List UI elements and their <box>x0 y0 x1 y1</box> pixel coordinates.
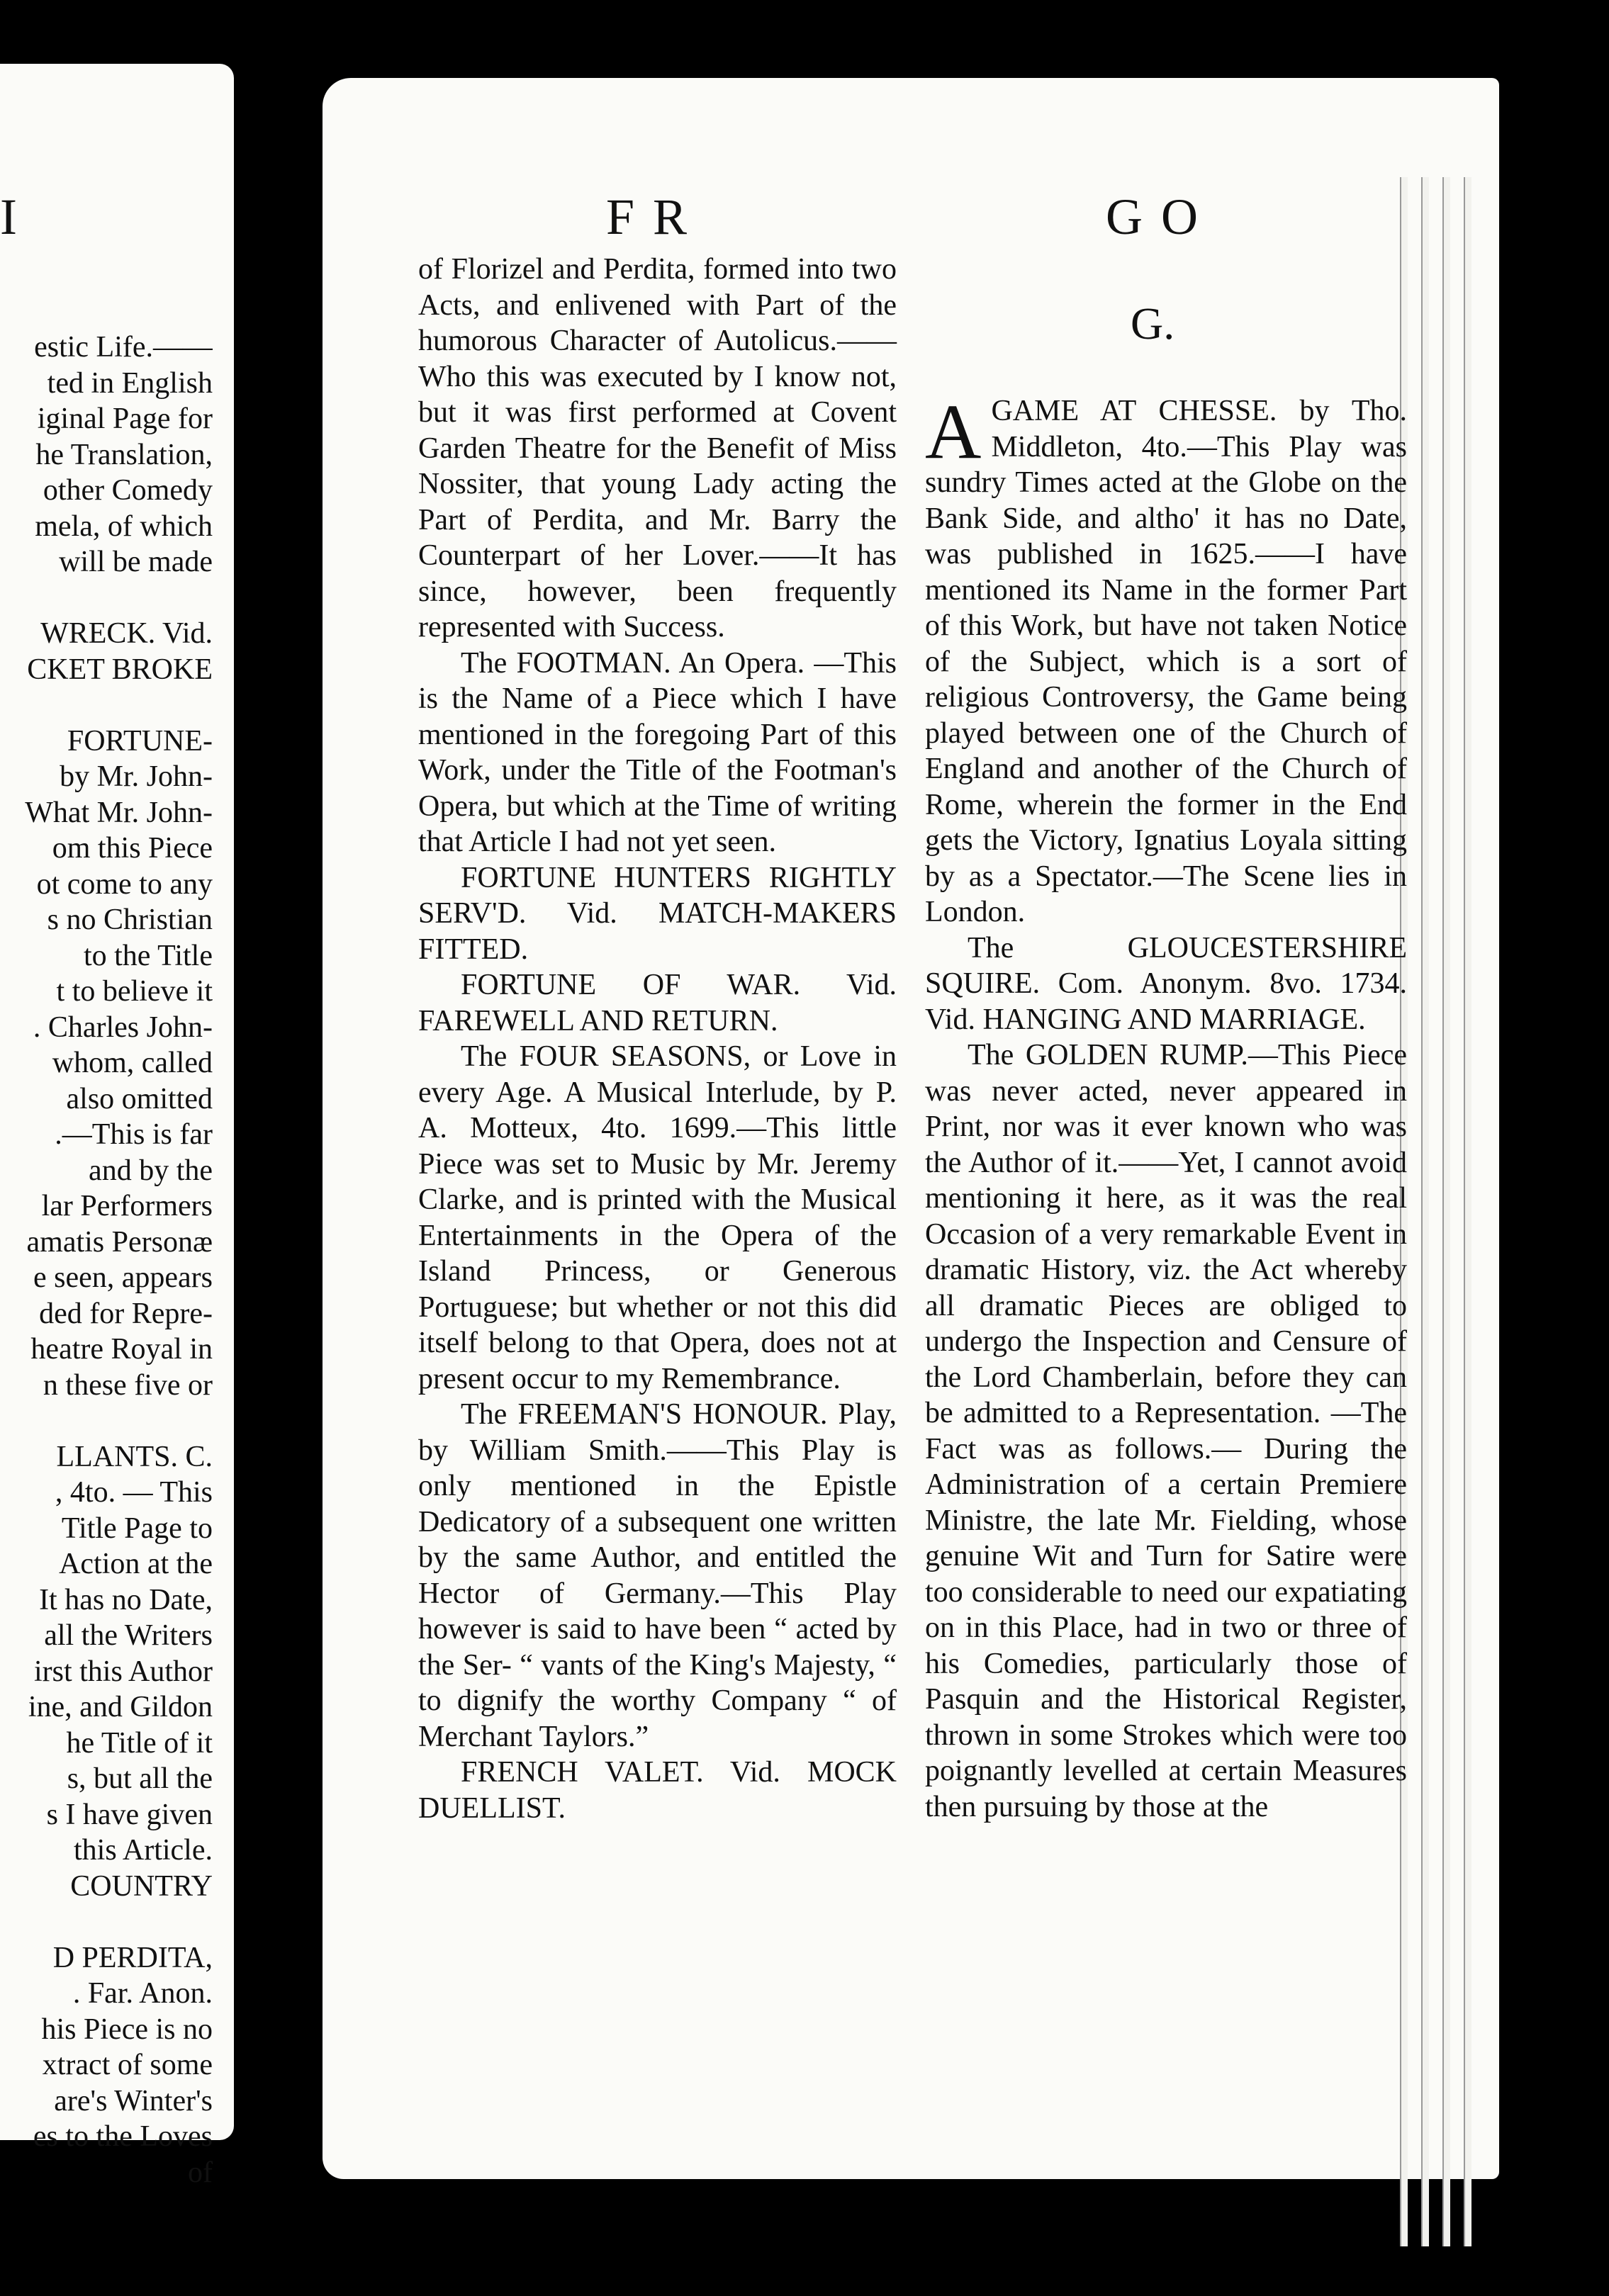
left-page-line: WRECK. Vid. <box>40 617 213 650</box>
left-page-line: Action at the <box>59 1548 213 1580</box>
left-page-line: What Mr. John- <box>25 796 213 829</box>
left-page-heading: I <box>0 188 17 245</box>
left-page-line: . Far. Anon. <box>72 1977 213 2010</box>
text-column-2 <box>925 388 1407 1825</box>
left-page-line: s, but all the <box>67 1762 213 1795</box>
left-page-line: om this Piece <box>52 832 213 865</box>
left-page-line: CKET BROKE <box>27 653 213 686</box>
left-page-line: s I have given <box>46 1798 213 1831</box>
left-page-line: COUNTRY <box>70 1869 213 1903</box>
left-page-line: ded for Repre- <box>39 1297 213 1330</box>
entry-paragraph: FORTUNE HUNTERS RIGHTLY SERV'D. Vid. MATCH-MAKERS FITTED. <box>418 861 897 966</box>
left-page-line: Title Page to <box>61 1512 213 1545</box>
entry-paragraph: The FREEMAN'S HONOUR. Play, by William Smith.——This Play is only mentioned in the Epistle Dedicatory of a subsequent one written by the same Author, and entitled the Hector of Germany.—This Play however is said to have been “ acted by the Ser- “ vants of the King's Majesty, “ to dignify the worthy Company “ of Merchant Taylors.” <box>418 1398 897 1753</box>
left-page-line: ine, and Gildon <box>28 1691 213 1723</box>
left-page-line: and by the <box>89 1154 213 1187</box>
running-head-left: FR <box>606 188 706 245</box>
left-page-line: FORTUNE- <box>67 724 213 758</box>
entry-paragraph: The GLOUCESTERSHIRE SQUIRE. Com. Anonym. 8vo. 1734. Vid. HANGING AND MARRIAGE. <box>925 931 1407 1036</box>
left-page-line: other Comedy <box>43 474 213 507</box>
left-page-line <box>0 1904 213 1940</box>
left-page-line: D PERDITA, <box>52 1941 213 1974</box>
left-page-line: It has no Date, <box>39 1583 213 1616</box>
left-page-line: of <box>188 2156 213 2189</box>
left-page-line: irst this Author <box>33 1655 213 1688</box>
left-page-line: this Article. <box>74 1834 213 1867</box>
left-page-line <box>0 1403 213 1439</box>
left-page-line: by Mr. John- <box>60 760 213 793</box>
left-page-line: . Charles John- <box>33 1011 213 1044</box>
left-page-line: amatis Personæ <box>26 1225 213 1259</box>
left-page-line: his Piece is no <box>41 2013 213 2046</box>
left-page-line: to the Title <box>83 939 213 972</box>
left-page-line: n these five or <box>43 1368 213 1402</box>
section-letter: G. <box>1131 298 1175 349</box>
left-page-line <box>0 580 213 617</box>
left-page-line <box>0 687 213 724</box>
left-page-line: s no Christian <box>47 904 213 936</box>
left-page-line: ted in English <box>47 366 213 400</box>
left-page-line: t to believe it <box>56 975 213 1008</box>
entry-paragraph: FORTUNE OF WAR. Vid. FAREWELL AND RETURN. <box>418 969 897 1037</box>
entry-paragraph: The FOOTMAN. An Opera. —This is the Name of a Piece which I have mentioned in the foregoing Part of this Work, under the Title of the Footman's Opera, but which at the Time of writing that Article I had not yet seen. <box>418 646 897 858</box>
left-page-line: , 4to. — This <box>55 1476 213 1509</box>
entry-paragraph: GAME AT CHESSE. by Tho. Middleton, 4to.—This Play was sundry Times acted at the Globe on the Bank Side, and altho' it has no Date, was published in 1625.——I have mentioned its Name in the former Part of this Work, but have not taken Notice of the Subject, which is a sort of religious Controversy, the Game being played between one of the Church of England and another of the Church of Rome, wherein the former in the End gets the Victory, Ignatius Loyala sitting by as a Spectator.—The Scene lies in London. <box>925 395 1407 928</box>
left-page-line: ot come to any <box>36 867 213 901</box>
entry-paragraph: of Florizel and Perdita, formed into two Acts, and enlivened with Part of the humorous Character of Autolicus.——Who this was executed by I know not, but it was first performed at Covent Garden Theatre for the Benefit of Miss Nossiter, that young Lady acting the Part of Perdita, and Mr. Barry the Counterpart of her Lover.——It has since, however, been frequently represented with Success. <box>418 253 897 643</box>
left-page-line: lar Performers <box>41 1190 213 1222</box>
left-page-line: heatre Royal in <box>30 1333 213 1366</box>
left-page-line: es to the Loves <box>33 2120 213 2153</box>
left-page-text <box>0 330 213 2190</box>
left-page-line: will be made <box>59 546 213 578</box>
drop-cap: A <box>925 388 982 475</box>
left-page-line: are's Winter's <box>54 2084 213 2117</box>
left-page-line: whom, called <box>52 1047 213 1079</box>
left-page-line: mela, of which <box>35 510 213 543</box>
entry-paragraph: FRENCH VALET. Vid. MOCK DUELLIST. <box>418 1756 897 1825</box>
left-page-line: e seen, appears <box>33 1261 213 1294</box>
left-page-line: all the Writers <box>44 1619 213 1652</box>
text-column-1 <box>418 252 897 1826</box>
left-page-line: also omitted <box>66 1082 213 1115</box>
left-page-line: he Title of it <box>66 1726 213 1760</box>
facing-page-left <box>0 64 234 2189</box>
running-head-right: GO <box>1106 188 1216 245</box>
left-page-line: .—This is far <box>55 1118 213 1151</box>
left-page-line: he Translation, <box>35 438 213 471</box>
left-page-line: LLANTS. C. <box>56 1440 213 1473</box>
entry-paragraph: The GOLDEN RUMP.—This Piece was never acted, never appeared in Print, nor was it ever known who was the Author of it.——Yet, I cannot avoid mentioning it here, as it was the real Occasion of a very remarkable Event in dramatic History, viz. the Act whereby all dramatic Pieces are obliged to undergo the Inspection and Censure of the Lord Chamberlain, before they can be admitted to a Representation. —The Fact was as follows.— During the Administration of a certain Premiere Ministre, the late Mr. Fielding, whose genuine Wit and Turn for Satire were too considerable to need our expatiating on in this Place, had in two or three of his Comedies, particularly those of Pasquin and the Historical Register, thrown in some Strokes which were too poignantly levelled at certain Measures then pursuing by those at the <box>925 1039 1407 1823</box>
left-page-line: estic Life.—— <box>34 331 213 364</box>
left-page-line: iginal Page for <box>37 403 213 435</box>
left-page-line: xtract of some <box>42 2049 213 2081</box>
entry-paragraph: The FOUR SEASONS, or Love in every Age. A Musical Interlude, by P. A. Motteux, 4to. 1699.—This little Piece was set to Music by Mr. Jeremy Clarke, and is printed with the Musical Entertainments in the Opera of the Island Princess, or Generous Portuguese; but whether or not this did itself belong to that Opera, does not at present occur to my Remembrance. <box>418 1040 897 1395</box>
